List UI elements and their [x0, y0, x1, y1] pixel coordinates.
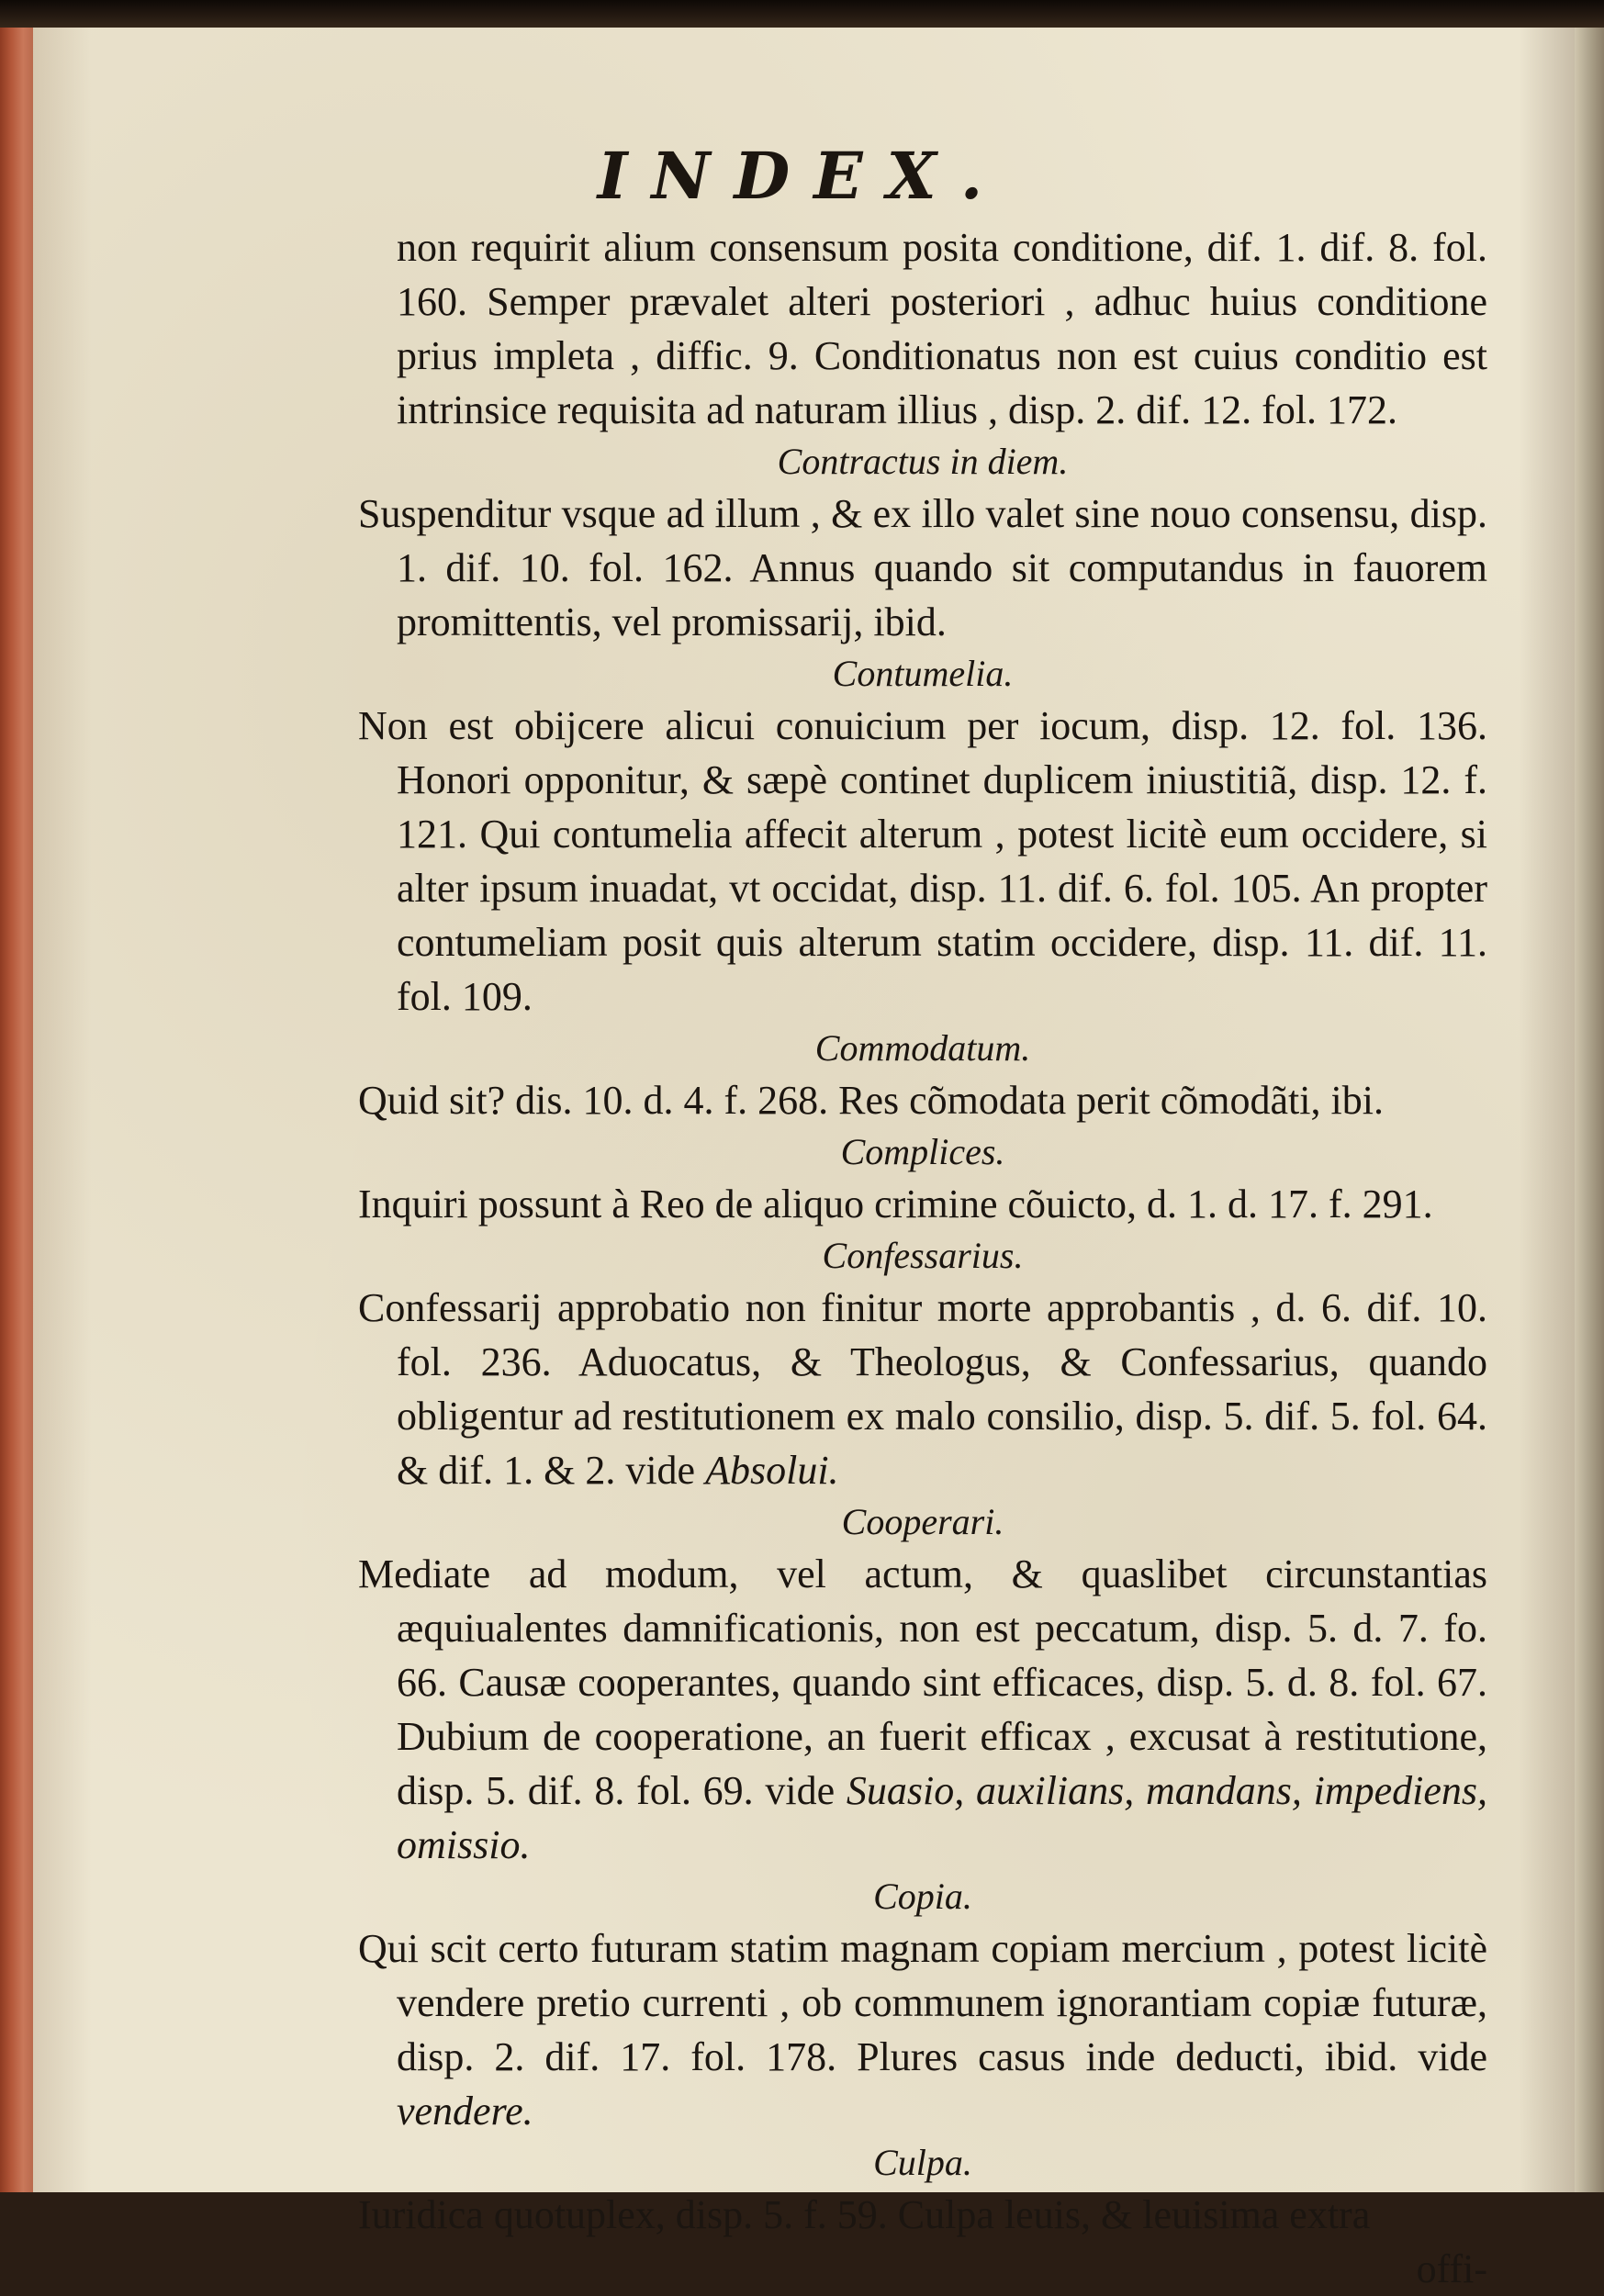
index-entry-3: Quid sit? dis. 10. d. 4. f. 268. Res cõmodata perit cõmodãti, ibi. — [358, 1078, 1384, 1123]
index-entry-4: Inquiri possunt à Reo de aliquo crimine cõuicto, d. 1. d. 17. f. 291. — [358, 1182, 1433, 1226]
entry-heading-5: Confessarius. — [822, 1235, 1024, 1276]
index-entry-8: Iuridica quotuplex, disp. 5. f. 59. Culpa leuis, & leuisima extra — [358, 2192, 1371, 2237]
page-edge — [0, 28, 33, 2192]
entry-heading-8: Culpa. — [873, 2142, 972, 2183]
entry-heading-4: Complices. — [840, 1131, 1005, 1172]
entry-heading-1: Contractus in diem. — [777, 441, 1069, 482]
gutter-shadow — [1575, 28, 1604, 2192]
index-entry-0: non requirit alium consensum posita conditione, dif. 1. dif. 8. fol. 160. Semper prævalet alteri posteriori , adhuc huius conditione prius impleta , diffic. 9. Conditionatus non est cuius conditio est intrinsice requisita ad naturam illius , disp. 2. dif. 12. fol. 172. — [397, 225, 1487, 432]
cross-reference-6: Suasio, auxilians, mandans, impediens, omissio. — [397, 1768, 1488, 1867]
cross-reference-7: vendere. — [397, 2089, 533, 2134]
entry-heading-2: Contumelia. — [832, 653, 1014, 694]
entry-heading-6: Cooperari. — [841, 1501, 1004, 1542]
index-entry-5 — [358, 1281, 1487, 1497]
index-entry-2: Non est obijcere alicui conuicium per iocum, disp. 12. fol. 136. Honori opponitur, & sæpè continet duplicem iniustitiã, disp. 12. f. 121. Qui contumelia affecit alterum , potest licitè eum occidere, si alter ipsum inuadat, vt occidat, disp. 11. dif. 6. fol. 105. An propter contumeliam posit quis alterum statim occidere, disp. 11. dif. 11. fol. 109. — [358, 703, 1487, 1019]
index-entry-7 — [358, 1921, 1487, 2138]
top-shadow — [0, 0, 1604, 31]
index-text — [358, 220, 1487, 2296]
entry-text-7: Qui scit certo futuram statim magnam copiam mercium , potest licitè vendere pretio currenti , ob communem ignorantiam copiæ futuræ, disp. 2. dif. 17. fol. 178. Plures casus inde deducti, ibid. vide — [358, 1926, 1487, 2079]
cross-reference-5: Absolui. — [705, 1448, 839, 1493]
page-title: INDEX. — [597, 138, 1007, 214]
entry-text-5: Confessarij approbatio non finitur morte approbantis , d. 6. dif. 10. fol. 236. Aduocatus, & Theologus, & Confessarius, quando obligentur ad restitutionem ex malo consilio, disp. 5. dif. 5. fol. 64. & dif. 1. & 2. vide — [358, 1285, 1487, 1493]
index-entry-6 — [358, 1547, 1487, 1872]
entry-heading-7: Copia. — [873, 1876, 972, 1917]
entry-heading-3: Commodatum. — [814, 1027, 1031, 1069]
entry-text-6: Mediate ad modum, vel actum, & quaslibet circunstantias æquiualentes damnificationis, non est peccatum, disp. 5. d. 7. fo. 66. Causæ cooperantes, quando sint efficaces, disp. 5. d. 8. fol. 67. Dubium de cooperatione, an fuerit efficax , excusat à restitutione, disp. 5. dif. 8. fol. 69. vide — [358, 1551, 1487, 1813]
catchword: offi- — [1416, 2246, 1487, 2291]
index-entry-1: Suspenditur vsque ad illum , & ex illo valet sine nouo consensu, disp. 1. dif. 10. fol. 162. Annus quando sit computandus in fauorem promittentis, vel promissarij, ibid. — [358, 491, 1487, 644]
